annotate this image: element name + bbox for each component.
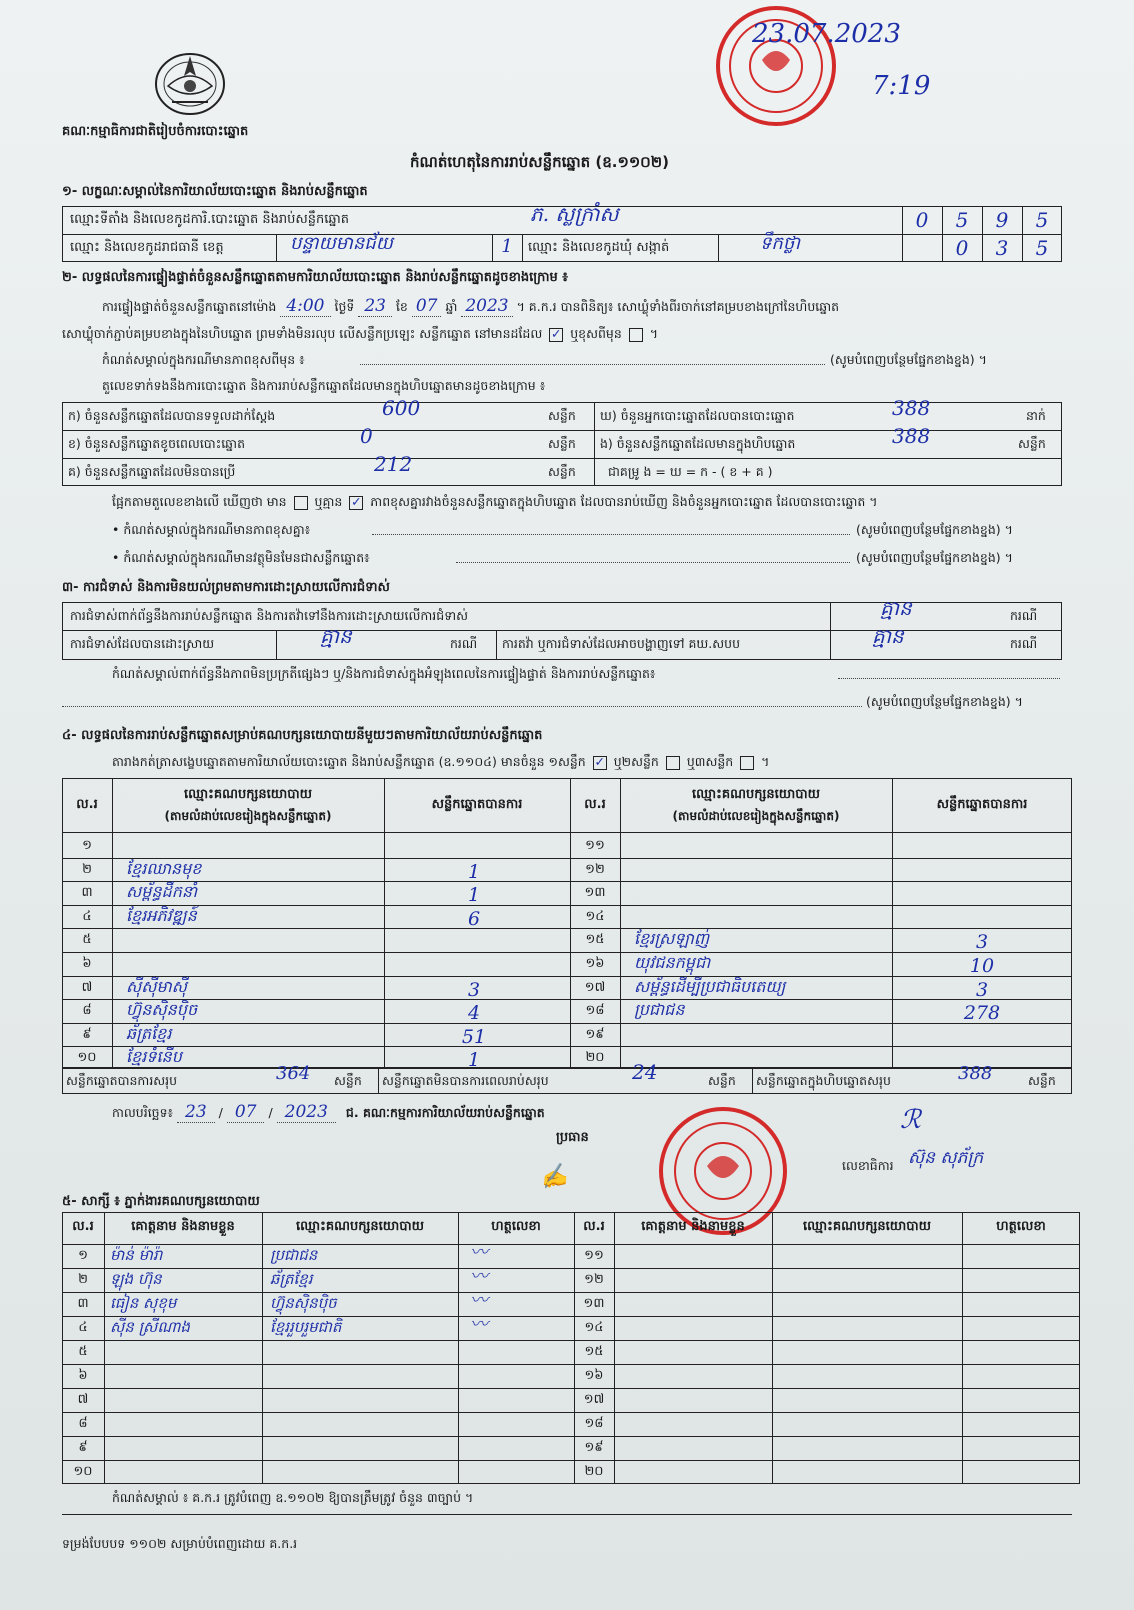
witness-row-number: ១ [78, 1248, 88, 1263]
stamp-handwritten-time: 7:19 [872, 71, 931, 101]
secretary-name: ស៊ុន សុភ័ក្រ [908, 1148, 984, 1168]
witness-row-number: ១៦ [584, 1368, 604, 1383]
figure-row-b: ខ) ចំនួនសន្លឹកឆ្នោតខូចពេលបោះឆ្នោត [68, 436, 246, 451]
total-valid-value: 364 [276, 1063, 311, 1084]
result-party-name: ហ៊្វុនស៊ិនប៉ិច [126, 1000, 198, 1020]
witness-row-number: ៩ [78, 1440, 88, 1455]
commune-code-digit: 0 [955, 236, 969, 260]
difference-no-checkbox[interactable]: ✓ [351, 493, 362, 509]
unit-sheet: សន្លឹក [548, 408, 576, 423]
witness-col-no: ល.រ [583, 1219, 605, 1234]
witness-row-number: ៧ [77, 1392, 89, 1407]
figure-value-b: 0 [360, 424, 373, 448]
figure-row-e: ង) ចំនួនសន្លឹកឆ្នោតដែលមានក្នុងហិបឆ្នោត [600, 436, 796, 451]
col-party-header: ឈ្មោះគណបក្សនយោបាយ [692, 787, 820, 802]
figure-value-a: 600 [382, 396, 421, 420]
col-no-header: ល.រ [76, 797, 98, 812]
result-row-number: ១២ [585, 861, 605, 877]
figure-row-a: ក) ចំនួនសន្លឹកឆ្នោតដែលបានទទួលដាក់ស្តែង [68, 408, 276, 423]
section3-heading: ៣- ការជំទាស់ និងការមិនយល់ព្រមតាមការដោះស្រាយលើការជំទាស់ [62, 580, 390, 595]
witness-row-number: ៤ [78, 1320, 88, 1335]
result-votes: 6 [467, 907, 481, 930]
verification-line: ការផ្ទៀងផ្ទាត់ចំនួនសន្លឹកឆ្នោតនៅម៉ោង 4:00 ថ្ងៃទី 23 ខែ 07 ឆ្នាំ 2023 ។ គ.ក.រ បានពិនិត្យ៖ សោឃ្លុំទាំងពីរចាក់នៅគម្របខាងក្រៅនៃហិបឆ្នោត [102, 296, 840, 316]
witness-party: ហ៊្វុនស៊ិនប៉ិច [270, 1294, 337, 1312]
witness-col-party: ឈ្មោះគណបក្សនយោបាយ [803, 1219, 931, 1234]
figure-value-c: 212 [374, 452, 413, 476]
result-row-number: ៥ [82, 932, 92, 948]
total-box-label: សន្លឹកឆ្នោតក្នុងហិបឆ្នោតសរុប [756, 1073, 891, 1088]
location-code-digit: 0 [915, 208, 929, 232]
witness-row-number: ២០ [584, 1464, 604, 1479]
section4-heading: ៤- លទ្ធផលនៃការរាប់សន្លឹកឆ្នោតសម្រាប់គណបក្សនយោបាយនីមួយៗតាមការិយាល័យរាប់សន្លឹកឆ្នោត [62, 728, 543, 743]
witness-col-no: ល.រ [72, 1219, 94, 1234]
witness-signature: 〰 [470, 1266, 488, 1287]
witness-row-number: ២ [78, 1272, 88, 1287]
witness-row-number: ១៣ [583, 1296, 605, 1311]
witness-row-number: ១៧ [583, 1392, 605, 1407]
witness-party: ឆ័ត្រខ្មែរ [270, 1270, 313, 1288]
figures-intro: តួលេខទាក់ទងនឹងការបោះឆ្នោត និងការរាប់សន្លឹកឆ្នោតដែលមានក្នុងហិបឆ្នោតមានដូចខាងក្រោម ៖ [102, 378, 546, 393]
location-code-digit: 5 [1035, 208, 1049, 232]
date-line: កាលបរិច្ឆេទ៖ 23 / 07 / 2023 ជ. គណៈកម្មការការិយាល័យរាប់សន្លឹកឆ្នោត [112, 1102, 545, 1122]
objection-appeal: ការតវ៉ា ឬការជំទាស់ដែលអាចបង្ហាញទៅ គឃ.សបប [502, 636, 741, 651]
location-label: ឈ្មោះទីតាំង និងលេខកូដការិ.បោះឆ្នោត និងរាប់សន្លឹកឆ្នោត [70, 212, 349, 227]
section2-heading: ២- លទ្ធផលនៃការផ្ទៀងផ្ទាត់ចំនួនសន្លឹកឆ្នោតតាមការិយាល័យបោះឆ្នោត និងរាប់សន្លឹកឆ្នោតដូចខាងក្រោម ៖ [62, 270, 568, 285]
result-party-name: សម្ព័ន្ធដឹកនាំ [126, 882, 198, 902]
province-value: បន្ទាយមានជ័យ [290, 233, 393, 254]
witness-row-number: ៣ [77, 1296, 89, 1311]
result-votes: 51 [461, 1025, 487, 1048]
total-invalid-value: 24 [632, 1060, 658, 1084]
fill-note: (សូមបំពេញបន្ថែមផ្នែកខាងខ្នង) ។ [830, 352, 987, 367]
figure-value-d: 388 [892, 396, 931, 420]
total-invalid-label: សន្លឹកឆ្នោតមិនបានការពេលរាប់សរុប [382, 1073, 549, 1088]
section5-heading: ៥- សាក្សី ៖ ភ្នាក់ងារគណបក្សនយោបាយ [62, 1194, 260, 1209]
result-votes: 1 [467, 860, 481, 883]
total-box-value: 388 [958, 1063, 993, 1084]
witness-row-number: ១២ [584, 1272, 604, 1287]
figure-row-d: ឃ) ចំនួនអ្នកបោះឆ្នោតដែលបានបោះឆ្នោត [600, 408, 795, 423]
case-label: ករណី [1010, 636, 1038, 651]
witness-row-number: ១០ [73, 1464, 93, 1479]
unit-sheet: សន្លឹក [708, 1073, 736, 1088]
result-row-number: ៧ [81, 979, 93, 995]
secretary-signature: ℛ [900, 1105, 921, 1135]
result-votes: 1 [467, 884, 481, 907]
witness-name: ស៊ីន ស្រីណាង [110, 1318, 190, 1336]
result-row-number: ១៦ [585, 956, 605, 971]
witness-col-sign: ហត្ថលេខា [996, 1219, 1046, 1234]
diff-note-label: កំណត់សម្គាល់ក្នុងករណីមានភាពខុសពីមុន ៖ [102, 352, 305, 367]
difference-yes-checkbox[interactable] [294, 496, 308, 510]
difference-line: ផ្អែកតាមតួលេខខាងលើ ឃើញថា មាន ឬគ្មាន ✓ ភាពខុសគ្នារវាងចំនួនសន្លឹកឆ្នោតក្នុងហិបឆ្នោត ដែលបានរាប់ឃើញ និងចំនួនអ្នកបោះឆ្នោត ដែលបានបោះឆ្នោត ។ [112, 493, 878, 509]
unit-sheet: សន្លឹក [1028, 1073, 1056, 1088]
objection-row1: ការជំទាស់ពាក់ព័ន្ធនឹងការរាប់សន្លឹកឆ្នោត និងការតវ៉ាទៅនឹងការដោះស្រាយលើការជំទាស់ [70, 608, 469, 623]
unit-sheet: សន្លឹក [548, 436, 576, 451]
witness-party: ខ្មែររួបរួមជាតិ [270, 1318, 342, 1336]
result-party-name: ឆ័ត្រខ្មែរ [126, 1023, 172, 1043]
witness-row-number: ៨ [78, 1416, 88, 1431]
result-row-number: ១៨ [585, 1003, 605, 1019]
result-party-name: ស៊ីស៊ីមាស៊ី [126, 976, 187, 996]
figure-value-e: 388 [892, 424, 931, 448]
result-row-number: ៤ [82, 908, 92, 924]
witness-col-sign: ហត្ថលេខា [491, 1219, 541, 1234]
result-row-number: ១៩ [585, 1026, 605, 1042]
witness-signature: 〰 [470, 1290, 488, 1311]
seal-changed-checkbox[interactable] [629, 328, 643, 342]
unit-person: នាក់ [1026, 408, 1046, 423]
result-party-name: យុវជនកម្ពុជា [634, 953, 711, 972]
result-row-number: ៦ [82, 956, 92, 971]
seal-intact-checkbox[interactable]: ✓ [550, 325, 562, 341]
result-row-number: ៣ [81, 885, 93, 901]
seal-check-line: សោឃ្លុំចាក់ភ្ជាប់គម្របខាងក្នុងនៃហិបឆ្នោត ព្រមទាំងមិនរលុប លើសន្លឹកប្រឡេះ សន្លឹកឆ្នោត នៅមានដដែល ✓ ឬខុសពីមុន ។ [62, 325, 658, 341]
irregularity-note: កំណត់សម្គាល់ពាក់ព័ន្ធនឹងភាពមិនប្រក្រតីផ្សេងៗ ឬ/និងការជំទាស់ក្នុងអំឡុងពេលនៃការផ្ទៀងផ្ទាត់ និងការរាប់សន្លឹកឆ្នោត៖ [112, 666, 656, 681]
col-party-header: ឈ្មោះគណបក្សនយោបាយ [184, 787, 312, 802]
unit-sheet: សន្លឹក [548, 464, 576, 479]
witness-col-name: គោត្តនាម និងនាមខ្លួន [641, 1219, 745, 1234]
result-row-number: ១០ [77, 1050, 97, 1066]
commune-value: ទឹកថ្លា [760, 233, 800, 254]
witness-col-name: គោត្តនាម និងនាមខ្លួន [131, 1219, 235, 1234]
org-name: គណៈកម្មាធិការជាតិរៀបចំការបោះឆ្នោត [62, 124, 249, 139]
chair-signature: ✍ [537, 1162, 570, 1193]
result-row-number: ១៤ [585, 908, 605, 924]
footnote: កំណត់សម្គាល់ ៖ គ.ក.រ ត្រូវបំពេញ ឧ.១១០២ ឱ្យបានត្រឹមត្រូវ ចំនួន ៣ច្បាប់ ។ [112, 1490, 474, 1505]
witness-col-party: ឈ្មោះគណបក្សនយោបាយ [296, 1219, 424, 1234]
bullet-foreign-object: • កំណត់សម្គាល់ក្នុងករណីមានវត្ថុមិនមែនជាសន្លឹកឆ្នោត៖ [112, 550, 370, 565]
witness-name: ធៀន សុខុម [110, 1294, 177, 1312]
objection-resolved: ការជំទាស់ដែលបានដោះស្រាយ [70, 636, 215, 651]
totals-row [62, 1063, 1072, 1094]
witness-signature: 〰 [470, 1314, 488, 1335]
result-votes: 4 [467, 1002, 481, 1025]
fill-note: (សូមបំពេញបន្ថែមផ្នែកខាងខ្នង) ។ [856, 550, 1013, 565]
result-party-name: សម្ព័ន្ធដើម្បីប្រជាធិបតេយ្យ [634, 976, 786, 996]
commune-code-digit: 5 [1035, 236, 1049, 260]
witness-signature: 〰 [470, 1242, 488, 1263]
col-party-subheader: (តាមលំដាប់លេខរៀងក្នុងសន្លឹកឆ្នោត) [672, 809, 840, 823]
secretary-label: លេខាធិការ [842, 1158, 894, 1173]
result-party-name: ខ្មែរស្រឡាញ់ [634, 929, 710, 949]
stamp-handwritten-date: 23.07.2023 [752, 19, 901, 49]
result-row-number: ៩ [82, 1026, 92, 1042]
commune-label: ឈ្មោះ និងលេខកូដឃុំ សង្កាត់ [528, 240, 670, 255]
result-row-number: ២ [82, 861, 92, 877]
result-row-number: ១ [82, 838, 92, 853]
result-party-name: ប្រជាជន [634, 1000, 685, 1020]
location-value: ភ. ស្លក្រាំស [530, 202, 619, 226]
case-label: ករណី [1010, 608, 1038, 623]
case-label: ករណី [450, 636, 478, 651]
witness-row-number: ១៥ [584, 1344, 604, 1359]
location-code-digit: 9 [995, 208, 1009, 232]
bullet-difference: • កំណត់សម្គាល់ក្នុងករណីមានភាពខុសគ្នា៖ [112, 522, 311, 537]
witness-name: ម៉ាន់ ម៉ារ៉ា [110, 1246, 163, 1264]
witness-row-number: ៥ [78, 1344, 88, 1359]
witness-row-number: ១១ [584, 1248, 604, 1263]
section1-heading: ១- លក្ខណៈសម្គាល់នៃការិយាល័យបោះឆ្នោត និងរាប់សន្លឹកឆ្នោត [62, 184, 368, 199]
three-sheets-checkbox[interactable] [740, 756, 754, 770]
witness-party: ប្រជាជន [270, 1246, 318, 1264]
result-row-number: ១១ [585, 838, 605, 853]
col-no-header: ល.រ [584, 797, 606, 812]
form-title: កំណត់ហេតុនៃការរាប់សន្លឹកឆ្នោត (ឧ.១១០២) [410, 153, 670, 171]
result-party-name: ខ្មែរទំនើប [126, 1047, 182, 1067]
province-code: 1 [501, 236, 513, 257]
col-party-subheader: (តាមលំដាប់លេខរៀងក្នុងសន្លឹកឆ្នោត) [164, 809, 332, 823]
result-party-name: ខ្មែរឈានមុខ [126, 858, 202, 878]
result-votes: 278 [963, 1002, 1001, 1025]
nec-logo-emblem [150, 46, 230, 118]
one-sheet-checkbox[interactable]: ✓ [594, 753, 605, 769]
result-votes: 3 [975, 931, 989, 954]
objection-resolved-value: គ្មាន [320, 624, 352, 648]
result-party-name: ខ្មែរអភិវឌ្ឍន៍ [126, 905, 197, 925]
fill-note: (សូមបំពេញបន្ថែមផ្នែកខាងខ្នង) ។ [856, 522, 1013, 537]
result-row-number: ១៧ [584, 979, 606, 995]
location-code-digit: 5 [955, 208, 969, 232]
result-votes: 10 [969, 955, 995, 977]
figure-row-c: គ) ចំនួនសន្លឹកឆ្នោតដែលមិនបានប្រើ [68, 464, 236, 479]
witness-row-number: ៦ [78, 1368, 88, 1383]
result-row-number: ១៥ [585, 932, 605, 948]
unit-sheet: សន្លឹក [334, 1073, 362, 1088]
result-row-number: ៨ [82, 1003, 92, 1019]
col-votes-header: សន្លឹកឆ្នោតបានការ [431, 797, 523, 812]
result-votes: 3 [975, 978, 989, 1001]
witness-name: ឡុង ហ៊ុន [110, 1270, 162, 1288]
figure-formula: ជាគម្រូ ង = ឃ = ក - ( ខ + គ ) [608, 464, 773, 479]
province-label: ឈ្មោះ និងលេខកូដរាជធានី ខេត្ត [70, 240, 224, 255]
commune-code-digit: 3 [995, 236, 1009, 260]
objection-appeal-value: គ្មាន [872, 624, 904, 648]
fill-note: (សូមបំពេញបន្ថែមផ្នែកខាងខ្នង) ។ [866, 694, 1023, 709]
objection-row1-value: គ្មាន [880, 596, 912, 620]
result-votes: 1 [467, 1049, 481, 1072]
two-sheets-checkbox[interactable] [666, 756, 680, 770]
summary-sheet-line: តារាងកត់ត្រាសង្ខេបឆ្នោតតាមការិយាល័យបោះឆ្នោត និងរាប់សន្លឹកឆ្នោត (ឧ.១១០៤) មានចំនួន ១សន្លឹក ✓ ឬ២សន្លឹក ឬ៣សន្លឹក ។ [112, 753, 770, 769]
witness-row-number: ១៩ [584, 1440, 604, 1455]
col-votes-header: សន្លឹកឆ្នោតបានការ [936, 797, 1028, 812]
result-row-number: ២០ [585, 1050, 605, 1066]
unit-sheet: សន្លឹក [1018, 436, 1046, 451]
witness-row-number: ១៨ [584, 1416, 604, 1431]
result-votes: 3 [467, 978, 481, 1001]
chair-label: ប្រធាន [556, 1130, 589, 1145]
witness-table [62, 1212, 1080, 1484]
result-row-number: ១៣ [584, 885, 606, 901]
form-note: ទម្រង់បែបបទ ១១០២ សម្រាប់បំពេញដោយ គ.ក.រ [62, 1536, 298, 1551]
total-valid-label: សន្លឹកឆ្នោតបានការសរុប [66, 1073, 178, 1088]
witness-row-number: ១៤ [584, 1320, 604, 1335]
